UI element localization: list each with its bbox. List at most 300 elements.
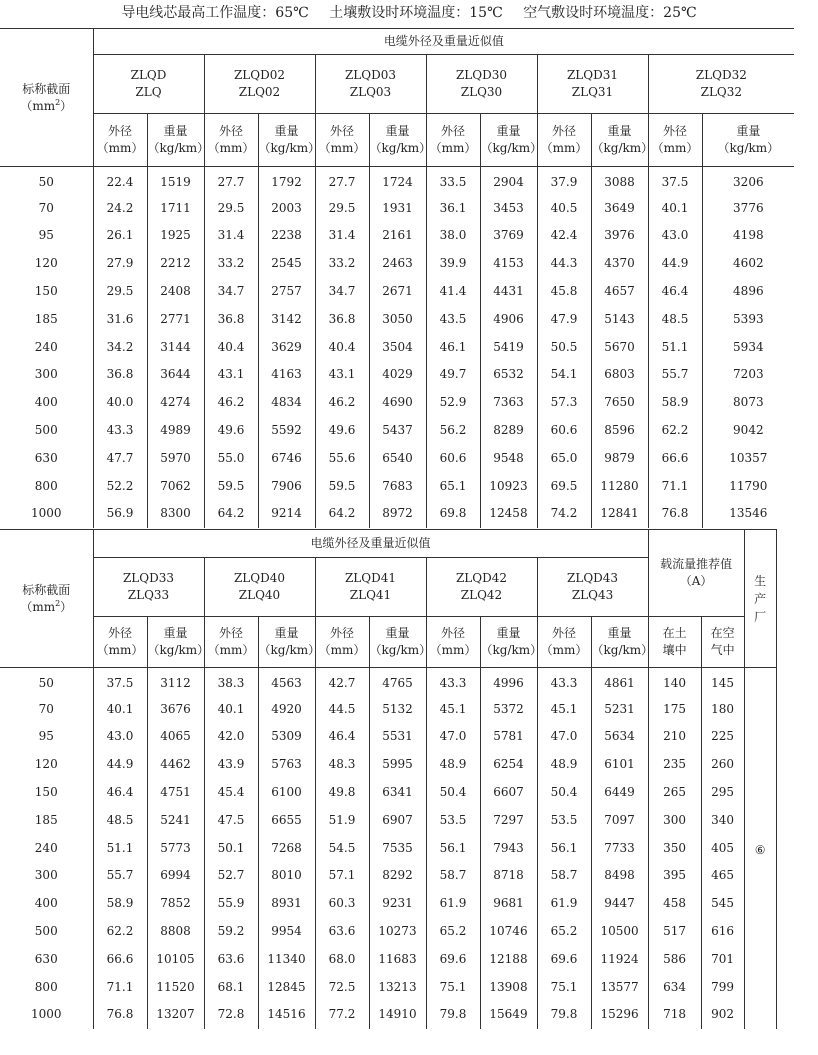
value-cell: 55.7 bbox=[648, 361, 702, 389]
value-cell: 47.7 bbox=[93, 444, 147, 472]
value-cell: 79.8 bbox=[537, 1001, 591, 1029]
section-cell: 70 bbox=[0, 194, 93, 222]
od-header bbox=[537, 617, 591, 668]
model-header bbox=[315, 558, 426, 617]
value-cell: 7683 bbox=[369, 472, 426, 500]
od-header bbox=[537, 114, 591, 167]
model-name-line1: ZLQD31 bbox=[566, 68, 619, 82]
table-row bbox=[0, 389, 794, 417]
value-cell: 44.3 bbox=[537, 250, 591, 278]
section-label-line1: 标称截面 bbox=[22, 81, 71, 96]
value-cell: 1931 bbox=[369, 194, 426, 222]
od-header bbox=[204, 114, 258, 167]
value-cell: 2545 bbox=[258, 250, 315, 278]
value-cell: 55.6 bbox=[315, 444, 369, 472]
section-cell: 800 bbox=[0, 973, 93, 1001]
section-header bbox=[0, 530, 93, 668]
value-cell: 9231 bbox=[369, 890, 426, 918]
value-cell: 1711 bbox=[147, 194, 204, 222]
weight-label-line2: （kg/km） bbox=[147, 141, 210, 155]
value-cell: 2671 bbox=[369, 278, 426, 306]
value-cell: 5241 bbox=[147, 806, 204, 834]
value-cell: 51.9 bbox=[315, 806, 369, 834]
model-name-line1: ZLQD40 bbox=[233, 571, 286, 585]
value-cell: 56.2 bbox=[426, 417, 480, 445]
value-cell: 7363 bbox=[480, 389, 537, 417]
value-cell: 5970 bbox=[147, 444, 204, 472]
factory-cell: ⑥ bbox=[744, 668, 776, 1029]
value-cell: 37.5 bbox=[648, 167, 702, 195]
value-cell: 3769 bbox=[480, 222, 537, 250]
value-cell: 75.1 bbox=[426, 973, 480, 1001]
value-cell: 4861 bbox=[591, 668, 648, 696]
weight-label-line2: （kg/km） bbox=[147, 643, 210, 657]
value-cell: 61.9 bbox=[426, 890, 480, 918]
value-cell: 43.1 bbox=[315, 361, 369, 389]
value-cell: 66.6 bbox=[648, 444, 702, 472]
table-row bbox=[0, 668, 776, 696]
value-cell: 5934 bbox=[702, 333, 794, 361]
value-cell: 38.3 bbox=[204, 668, 258, 696]
value-cell: 9548 bbox=[480, 444, 537, 472]
value-cell: 8073 bbox=[702, 389, 794, 417]
value-cell: 3206 bbox=[702, 167, 794, 195]
value-cell: 40.1 bbox=[204, 695, 258, 723]
value-cell: 61.9 bbox=[537, 890, 591, 918]
od-label-line1: 外径 bbox=[329, 626, 354, 640]
value-cell: 76.8 bbox=[648, 500, 702, 528]
od-header bbox=[93, 114, 147, 167]
value-cell: 4989 bbox=[147, 417, 204, 445]
value-cell: 6540 bbox=[369, 444, 426, 472]
value-cell: 395 bbox=[648, 862, 701, 890]
value-cell: 33.2 bbox=[315, 250, 369, 278]
value-cell: 48.5 bbox=[648, 305, 702, 333]
section-cell: 120 bbox=[0, 250, 93, 278]
value-cell: 50.4 bbox=[426, 779, 480, 807]
value-cell: 45.1 bbox=[426, 695, 480, 723]
table-row bbox=[0, 194, 794, 222]
section-cell: 1000 bbox=[0, 1001, 93, 1029]
model-name-line1: ZLQD03 bbox=[344, 68, 397, 82]
value-cell: 49.6 bbox=[204, 417, 258, 445]
value-cell: 47.0 bbox=[537, 723, 591, 751]
section-cell: 300 bbox=[0, 361, 93, 389]
value-cell: 4198 bbox=[702, 222, 794, 250]
value-cell: 50.5 bbox=[537, 333, 591, 361]
model-name-line2: ZLQ02 bbox=[238, 85, 281, 99]
value-cell: 48.9 bbox=[537, 751, 591, 779]
value-cell: 14516 bbox=[258, 1001, 315, 1029]
soil-label-line2: 壤中 bbox=[662, 643, 687, 657]
value-cell: 40.4 bbox=[204, 333, 258, 361]
value-cell: 5995 bbox=[369, 751, 426, 779]
value-cell: 4920 bbox=[258, 695, 315, 723]
value-cell: 33.5 bbox=[426, 167, 480, 195]
max-conductor-temp: 导电线芯最高工作温度：65℃ bbox=[121, 5, 309, 21]
value-cell: 3776 bbox=[702, 194, 794, 222]
section-label-close: ） bbox=[60, 98, 73, 113]
value-cell: 47.0 bbox=[426, 723, 480, 751]
od-label-line1: 外径 bbox=[440, 626, 465, 640]
value-cell: 53.5 bbox=[426, 806, 480, 834]
model-header bbox=[426, 558, 537, 617]
value-cell: 72.5 bbox=[315, 973, 369, 1001]
value-cell: 52.7 bbox=[204, 862, 258, 890]
value-cell: 44.9 bbox=[93, 751, 147, 779]
table-row bbox=[0, 806, 776, 834]
value-cell: 69.6 bbox=[537, 945, 591, 973]
value-cell: 40.1 bbox=[648, 194, 702, 222]
section-cell: 50 bbox=[0, 167, 93, 195]
value-cell: 12845 bbox=[258, 973, 315, 1001]
value-cell: 3050 bbox=[369, 305, 426, 333]
value-cell: 11520 bbox=[147, 973, 204, 1001]
value-cell: 62.2 bbox=[648, 417, 702, 445]
value-cell: 58.9 bbox=[648, 389, 702, 417]
model-header bbox=[93, 55, 204, 114]
table-row bbox=[0, 918, 776, 946]
model-name-line1: ZLQD43 bbox=[567, 571, 619, 585]
value-cell: 50.4 bbox=[537, 779, 591, 807]
value-cell: 8292 bbox=[369, 862, 426, 890]
cable-table-lower bbox=[0, 529, 777, 1029]
value-cell: 36.8 bbox=[315, 305, 369, 333]
model-name-line2: ZLQ41 bbox=[349, 588, 392, 602]
value-cell: 3142 bbox=[258, 305, 315, 333]
value-cell: 50.1 bbox=[204, 834, 258, 862]
weight-header bbox=[480, 617, 543, 668]
value-cell: 31.4 bbox=[315, 222, 369, 250]
value-cell: 3649 bbox=[591, 194, 648, 222]
od-label-line1: 外径 bbox=[329, 124, 354, 138]
od-label-line2: （mm） bbox=[651, 141, 699, 155]
value-cell: 8808 bbox=[147, 918, 204, 946]
table-row bbox=[0, 222, 794, 250]
value-cell: 799 bbox=[701, 973, 744, 1001]
value-cell: 40.4 bbox=[315, 333, 369, 361]
unit-row bbox=[0, 114, 794, 167]
value-cell: 8010 bbox=[258, 862, 315, 890]
factory-label-1: 生 bbox=[754, 573, 767, 588]
value-cell: 10500 bbox=[591, 918, 648, 946]
value-cell: 11683 bbox=[369, 945, 426, 973]
value-cell: 60.6 bbox=[426, 444, 480, 472]
section-cell: 500 bbox=[0, 918, 93, 946]
weight-header bbox=[591, 114, 654, 167]
table-row bbox=[0, 834, 776, 862]
air-ambient-temp: 空气敷设时环境温度：25℃ bbox=[523, 5, 697, 21]
od-label-line2: （mm） bbox=[318, 141, 366, 155]
value-cell: 62.2 bbox=[93, 918, 147, 946]
value-cell: 29.5 bbox=[93, 278, 147, 306]
value-cell: 12188 bbox=[480, 945, 537, 973]
model-header bbox=[204, 558, 315, 617]
table-row bbox=[0, 305, 794, 333]
value-cell: 60.6 bbox=[537, 417, 591, 445]
value-cell: 13213 bbox=[369, 973, 426, 1001]
value-cell: 3088 bbox=[591, 167, 648, 195]
model-header bbox=[204, 55, 315, 114]
od-header bbox=[315, 114, 369, 167]
weight-label-line1: 重量 bbox=[274, 124, 299, 138]
value-cell: 295 bbox=[701, 779, 744, 807]
value-cell: 59.5 bbox=[204, 472, 258, 500]
value-cell: 79.8 bbox=[426, 1001, 480, 1029]
value-cell: 718 bbox=[648, 1001, 701, 1029]
value-cell: 6607 bbox=[480, 779, 537, 807]
value-cell: 4751 bbox=[147, 779, 204, 807]
value-cell: 10746 bbox=[480, 918, 537, 946]
value-cell: 68.1 bbox=[204, 973, 258, 1001]
soil-header bbox=[648, 617, 701, 668]
value-cell: 6341 bbox=[369, 779, 426, 807]
weight-label-line1: 重量 bbox=[274, 626, 299, 640]
value-cell: 701 bbox=[701, 945, 744, 973]
value-cell: 40.1 bbox=[93, 695, 147, 723]
value-cell: 56.1 bbox=[426, 834, 480, 862]
weight-label-line1: 重量 bbox=[163, 626, 188, 640]
value-cell: 40.5 bbox=[537, 194, 591, 222]
value-cell: 2408 bbox=[147, 278, 204, 306]
value-cell: 46.4 bbox=[93, 779, 147, 807]
value-cell: 31.4 bbox=[204, 222, 258, 250]
cable-table-upper bbox=[0, 28, 794, 528]
value-cell: 63.6 bbox=[204, 945, 258, 973]
model-name-line2: ZLQ bbox=[135, 85, 162, 99]
value-cell: 53.5 bbox=[537, 806, 591, 834]
value-cell: 43.1 bbox=[204, 361, 258, 389]
section-cell: 185 bbox=[0, 305, 93, 333]
value-cell: 3504 bbox=[369, 333, 426, 361]
section-cell: 150 bbox=[0, 278, 93, 306]
value-cell: 405 bbox=[701, 834, 744, 862]
section-label-close: ） bbox=[60, 599, 73, 614]
dimension-group-header: 电缆外径及重量近似值 bbox=[93, 29, 794, 55]
value-cell: 9214 bbox=[258, 500, 315, 528]
od-label-line2: （mm） bbox=[540, 643, 588, 657]
od-label-line2: （mm） bbox=[318, 643, 366, 657]
value-cell: 4765 bbox=[369, 668, 426, 696]
value-cell: 4657 bbox=[591, 278, 648, 306]
value-cell: 3144 bbox=[147, 333, 204, 361]
value-cell: 260 bbox=[701, 751, 744, 779]
weight-label-line1: 重量 bbox=[496, 626, 521, 640]
model-header bbox=[537, 55, 648, 114]
od-label-line2: （mm） bbox=[429, 141, 477, 155]
value-cell: 465 bbox=[701, 862, 744, 890]
value-cell: 36.8 bbox=[93, 361, 147, 389]
weight-header bbox=[258, 617, 321, 668]
value-cell: 10273 bbox=[369, 918, 426, 946]
od-header bbox=[315, 617, 369, 668]
value-cell: 39.9 bbox=[426, 250, 480, 278]
value-cell: 46.2 bbox=[204, 389, 258, 417]
value-cell: 145 bbox=[701, 668, 744, 696]
value-cell: 56.1 bbox=[537, 834, 591, 862]
value-cell: 1724 bbox=[369, 167, 426, 195]
section-cell: 400 bbox=[0, 389, 93, 417]
value-cell: 44.9 bbox=[648, 250, 702, 278]
factory-header bbox=[744, 530, 776, 668]
value-cell: 8498 bbox=[591, 862, 648, 890]
value-cell: 5393 bbox=[702, 305, 794, 333]
model-name-line2: ZLQ43 bbox=[571, 588, 614, 602]
value-cell: 10105 bbox=[147, 945, 204, 973]
soil-ambient-temp: 土壤敷设时环境温度：15℃ bbox=[329, 5, 503, 21]
model-header bbox=[537, 558, 648, 617]
value-cell: 5634 bbox=[591, 723, 648, 751]
section-cell: 95 bbox=[0, 723, 93, 751]
model-name-line2: ZLQ40 bbox=[238, 588, 281, 602]
value-cell: 4896 bbox=[702, 278, 794, 306]
section-cell: 630 bbox=[0, 444, 93, 472]
air-label-line2: 气中 bbox=[710, 643, 735, 657]
value-cell: 140 bbox=[648, 668, 701, 696]
value-cell: 5372 bbox=[480, 695, 537, 723]
value-cell: 5773 bbox=[147, 834, 204, 862]
value-cell: 5763 bbox=[258, 751, 315, 779]
value-cell: 57.1 bbox=[315, 862, 369, 890]
value-cell: 3644 bbox=[147, 361, 204, 389]
value-cell: 5437 bbox=[369, 417, 426, 445]
value-cell: 5231 bbox=[591, 695, 648, 723]
unit-row bbox=[0, 617, 776, 668]
value-cell: 10923 bbox=[480, 472, 537, 500]
value-cell: 43.0 bbox=[93, 723, 147, 751]
value-cell: 55.0 bbox=[204, 444, 258, 472]
value-cell: 14910 bbox=[369, 1001, 426, 1029]
model-name-line1: ZLQD42 bbox=[455, 571, 508, 585]
value-cell: 9447 bbox=[591, 890, 648, 918]
value-cell: 41.4 bbox=[426, 278, 480, 306]
value-cell: 75.1 bbox=[537, 973, 591, 1001]
value-cell: 4163 bbox=[258, 361, 315, 389]
value-cell: 7203 bbox=[702, 361, 794, 389]
value-cell: 66.6 bbox=[93, 945, 147, 973]
value-cell: 9042 bbox=[702, 417, 794, 445]
weight-header bbox=[591, 617, 654, 668]
value-cell: 43.5 bbox=[426, 305, 480, 333]
table-row bbox=[0, 472, 794, 500]
value-cell: 77.2 bbox=[315, 1001, 369, 1029]
value-cell: 8931 bbox=[258, 890, 315, 918]
value-cell: 7852 bbox=[147, 890, 204, 918]
value-cell: 4065 bbox=[147, 723, 204, 751]
value-cell: 5592 bbox=[258, 417, 315, 445]
value-cell: 72.8 bbox=[204, 1001, 258, 1029]
value-cell: 4996 bbox=[480, 668, 537, 696]
value-cell: 34.7 bbox=[315, 278, 369, 306]
value-cell: 3629 bbox=[258, 333, 315, 361]
value-cell: 45.1 bbox=[537, 695, 591, 723]
section-cell: 630 bbox=[0, 945, 93, 973]
section-label-unit: （mm bbox=[20, 98, 56, 113]
value-cell: 5670 bbox=[591, 333, 648, 361]
value-cell: 46.4 bbox=[648, 278, 702, 306]
value-cell: 4602 bbox=[702, 250, 794, 278]
value-cell: 4906 bbox=[480, 305, 537, 333]
value-cell: 4431 bbox=[480, 278, 537, 306]
model-name-line1: ZLQD32 bbox=[695, 68, 747, 82]
value-cell: 29.5 bbox=[204, 194, 258, 222]
weight-label-line2: （kg/km） bbox=[480, 643, 543, 657]
value-cell: 1925 bbox=[147, 222, 204, 250]
section-label-sup: 2 bbox=[55, 598, 61, 608]
value-cell: 59.2 bbox=[204, 918, 258, 946]
value-cell: 31.6 bbox=[93, 305, 147, 333]
weight-header bbox=[702, 114, 794, 167]
value-cell: 13207 bbox=[147, 1001, 204, 1029]
value-cell: 22.4 bbox=[93, 167, 147, 195]
value-cell: 37.9 bbox=[537, 167, 591, 195]
model-row bbox=[0, 55, 794, 114]
model-name-line1: ZLQD33 bbox=[122, 571, 175, 585]
value-cell: 2238 bbox=[258, 222, 315, 250]
air-header bbox=[701, 617, 744, 668]
table-row bbox=[0, 167, 794, 195]
value-cell: 7733 bbox=[591, 834, 648, 862]
table-row bbox=[0, 723, 776, 751]
value-cell: 4690 bbox=[369, 389, 426, 417]
value-cell: 71.1 bbox=[648, 472, 702, 500]
value-cell: 340 bbox=[701, 806, 744, 834]
weight-label-line1: 重量 bbox=[496, 124, 521, 138]
value-cell: 458 bbox=[648, 890, 701, 918]
section-header bbox=[0, 29, 93, 167]
od-label-line1: 外径 bbox=[107, 124, 132, 138]
weight-label-line2: （kg/km） bbox=[591, 643, 654, 657]
value-cell: 2212 bbox=[147, 250, 204, 278]
value-cell: 56.9 bbox=[93, 500, 147, 528]
weight-label-line2: （kg/km） bbox=[717, 141, 780, 155]
value-cell: 11340 bbox=[258, 945, 315, 973]
value-cell: 7297 bbox=[480, 806, 537, 834]
value-cell: 69.5 bbox=[537, 472, 591, 500]
value-cell: 48.9 bbox=[426, 751, 480, 779]
value-cell: 7906 bbox=[258, 472, 315, 500]
value-cell: 4029 bbox=[369, 361, 426, 389]
section-label-line2 bbox=[0, 98, 93, 115]
value-cell: 517 bbox=[648, 918, 701, 946]
value-cell: 5132 bbox=[369, 695, 426, 723]
value-cell: 27.7 bbox=[315, 167, 369, 195]
od-header bbox=[648, 114, 702, 167]
value-cell: 4274 bbox=[147, 389, 204, 417]
value-cell: 6532 bbox=[480, 361, 537, 389]
value-cell: 29.5 bbox=[315, 194, 369, 222]
value-cell: 47.9 bbox=[537, 305, 591, 333]
weight-header bbox=[147, 114, 210, 167]
value-cell: 59.5 bbox=[315, 472, 369, 500]
value-cell: 300 bbox=[648, 806, 701, 834]
table-row bbox=[0, 945, 776, 973]
section-cell: 70 bbox=[0, 695, 93, 723]
value-cell: 6994 bbox=[147, 862, 204, 890]
value-cell: 13908 bbox=[480, 973, 537, 1001]
table-row bbox=[0, 862, 776, 890]
value-cell: 7535 bbox=[369, 834, 426, 862]
value-cell: 36.1 bbox=[426, 194, 480, 222]
value-cell: 3676 bbox=[147, 695, 204, 723]
value-cell: 2463 bbox=[369, 250, 426, 278]
value-cell: 42.7 bbox=[315, 668, 369, 696]
value-cell: 65.2 bbox=[537, 918, 591, 946]
value-cell: 6655 bbox=[258, 806, 315, 834]
section-label-line2 bbox=[0, 599, 93, 616]
value-cell: 52.9 bbox=[426, 389, 480, 417]
value-cell: 48.5 bbox=[93, 806, 147, 834]
